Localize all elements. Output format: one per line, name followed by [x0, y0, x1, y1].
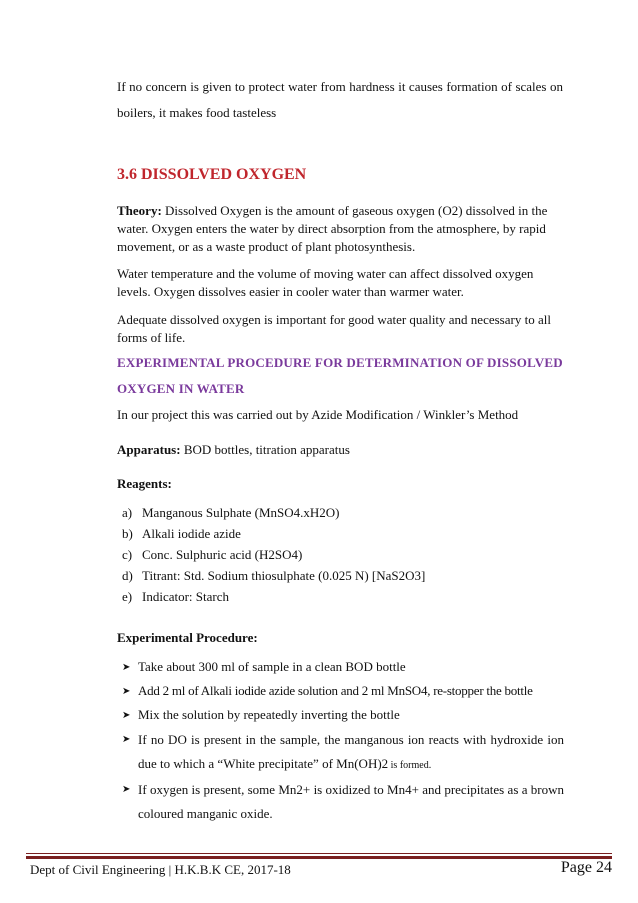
section-title: 3.6 DISSOLVED OXYGEN — [117, 166, 307, 183]
list-item-text: Alkali iodide azide — [142, 526, 241, 541]
theory-label: Theory: — [117, 203, 162, 218]
theory-text: Dissolved Oxygen is the amount of gaseous oxygen (O2) dissolved in the water. Oxygen enters the water by direct absorption from the atmosphere, by rapid movement, or as a waste product of plant photosynthesis. — [117, 203, 548, 254]
list-item-text: Conc. Sulphuric acid (H2SO4) — [142, 547, 303, 562]
list-item — [122, 704, 564, 728]
arrow-bullet-icon: ➤ — [122, 784, 131, 795]
arrow-bullet-icon: ➤ — [122, 710, 131, 721]
footer-page-number: Page 24 — [560, 859, 612, 876]
procedure-label: Experimental Procedure: — [117, 630, 258, 645]
footer-divider — [26, 853, 612, 854]
reagents-label: Reagents: — [117, 476, 172, 491]
footer-department: Dept of Civil Engineering | H.K.B.K CE, 2017-18 — [30, 862, 291, 877]
step-text: Mix the solution by repeatedly inverting the bottle — [138, 707, 400, 722]
list-marker: e) — [122, 589, 133, 604]
list-item — [122, 656, 564, 680]
apparatus-paragraph — [117, 439, 350, 460]
reagents-list — [122, 502, 562, 607]
list-marker: d) — [122, 568, 133, 583]
list-item — [122, 523, 562, 544]
list-item-text: Titrant: Std. Sodium thiosulphate (0.025 N) [NaS2O3] — [142, 568, 426, 583]
list-item — [122, 680, 564, 704]
step-text: Add 2 ml of Alkali iodide azide solution and 2 ml MnSO4, re-stopper the bottle — [138, 683, 533, 698]
theory-paragraph — [117, 202, 563, 256]
list-item-text: Indicator: Starch — [142, 589, 229, 604]
list-item — [122, 502, 562, 523]
list-item — [122, 728, 564, 778]
adequate-paragraph: Adequate dissolved oxygen is important for good water quality and necessary to all forms of life. — [117, 312, 551, 345]
list-item — [122, 565, 562, 586]
procedure-steps — [122, 656, 564, 828]
method-paragraph: In our project this was carried out by Azide Modification / Winkler’s Method — [117, 407, 519, 422]
arrow-bullet-icon: ➤ — [122, 662, 131, 673]
step-text: If no DO is present in the sample, the manganous ion reacts with hydroxide ion due to which a “White precipitate” of Mn(OH)2 is formed. — [138, 732, 564, 771]
arrow-bullet-icon: ➤ — [122, 686, 131, 697]
list-marker: a) — [122, 505, 133, 520]
procedure-heading: EXPERIMENTAL PROCEDURE FOR DETERMINATION OF DISSOLVED OXYGEN IN WATER — [117, 355, 563, 396]
list-item — [122, 778, 564, 828]
list-marker: b) — [122, 526, 133, 541]
list-item — [122, 586, 562, 607]
footer-divider-thick — [26, 856, 612, 859]
list-marker: c) — [122, 547, 133, 562]
apparatus-label: Apparatus: — [117, 442, 181, 457]
temperature-paragraph: Water temperature and the volume of moving water can affect dissolved oxygen levels. Oxygen dissolves easier in cooler water than warmer water. — [117, 266, 534, 299]
step-text: Take about 300 ml of sample in a clean BOD bottle — [138, 659, 406, 674]
list-item-text: Manganous Sulphate (MnSO4.xH2O) — [142, 505, 340, 520]
step-text: If oxygen is present, some Mn2+ is oxidized to Mn4+ and precipitates as a brown coloured manganic oxide. — [138, 782, 564, 821]
list-item — [122, 544, 562, 565]
arrow-bullet-icon: ➤ — [122, 734, 131, 745]
apparatus-text: BOD bottles, titration apparatus — [183, 442, 350, 457]
intro-paragraph: If no concern is given to protect water from hardness it causes formation of scales on boilers, it makes food tasteless — [117, 79, 563, 120]
